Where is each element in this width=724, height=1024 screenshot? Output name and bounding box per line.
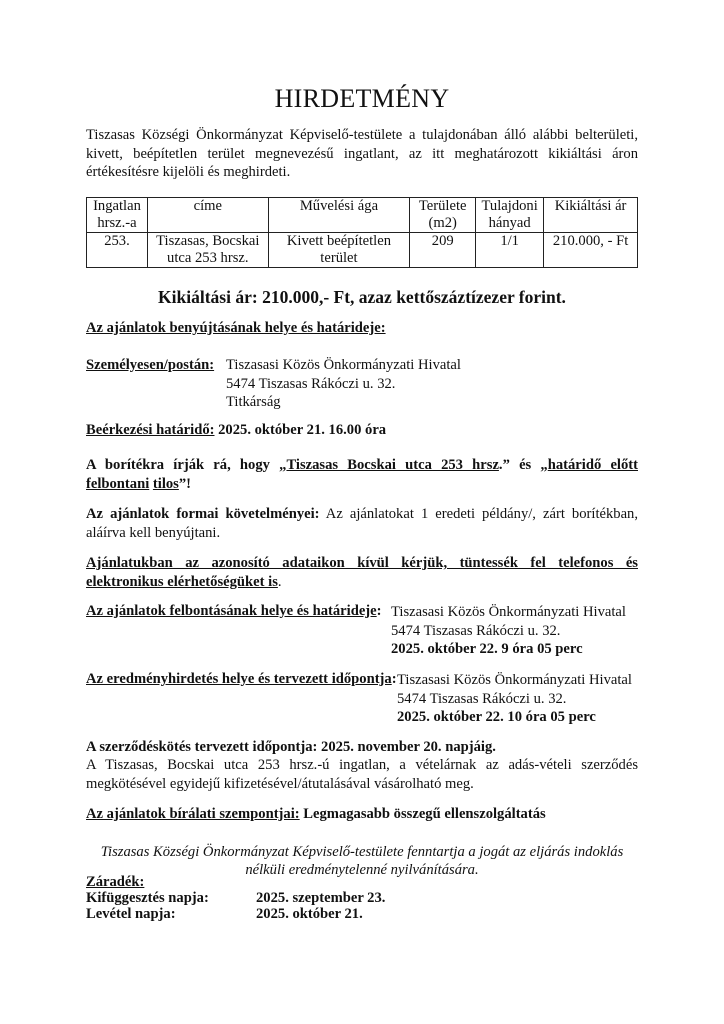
submission-label: Személyesen/postán: <box>86 357 215 373</box>
results-colon: : <box>391 671 397 687</box>
cell-cultivation: Kivett beépítetlen terület <box>268 233 410 268</box>
envelope-suffix: ”! <box>178 476 192 492</box>
contact-note <box>86 554 638 592</box>
address-line: Tiszasasi Közös Önkormányzati Hivatal <box>226 357 461 373</box>
address-line: 5474 Tiszasas Rákóczi u. 32. <box>397 690 567 707</box>
results-datetime: 2025. október 22. 10 óra 05 perc <box>397 709 596 725</box>
submission-heading: Az ajánlatok benyújtásának helye és határideje: <box>86 320 386 336</box>
address-line: 5474 Tiszasas Rákóczi u. 32. <box>391 622 561 639</box>
envelope-prefix: A borítékra írják rá, hogy „ <box>86 457 287 473</box>
cell-area: 209 <box>410 233 476 268</box>
contact-note-end: . <box>277 574 282 590</box>
intro-paragraph: Tiszasas Községi Önkormányzat Képviselő-testülete a tulajdonában álló alábbi belterületi, kivett, beépítetlen terület megnevezésű ingatlant, az itt meghatározott kikiáltási áron értékesítésre kijelöli és meghirdeti. <box>86 127 638 180</box>
cell-ownership: 1/1 <box>476 233 544 268</box>
results-label <box>86 671 397 688</box>
opening-colon: : <box>376 603 382 619</box>
opening-details <box>391 603 626 659</box>
header-hrsz: Ingatlan hrsz.-a <box>87 198 148 233</box>
submission-address <box>226 356 461 412</box>
address-line: Tiszasasi Közös Önkormányzati Hivatal <box>391 604 626 620</box>
cell-hrsz: 253. <box>87 233 148 268</box>
results-label-text: Az eredményhirdetés helye és tervezett időpontja <box>86 671 392 687</box>
address-line: Titkárság <box>226 394 281 410</box>
deadline-label: Beérkezési határidő: <box>86 422 215 438</box>
reservation-note: Tiszasas Községi Önkormányzat Képviselő-testülete fenntartja a jogát az eljárás indoklás nélküli eredménytelenné nyilvánítására. <box>100 844 624 878</box>
table-header-row <box>87 198 638 233</box>
contact-note-text: Ajánlatukban az azonosító adataikon kívül kérjük, tüntessék fel telefonos és elektronikus elérhetőségüket is <box>86 555 638 590</box>
envelope-marking-2b: tilos <box>152 476 179 492</box>
clause-heading: Záradék: <box>86 874 145 890</box>
header-cultivation: Művelési ága <box>268 198 410 233</box>
clause-label: Kifüggesztés napja: <box>86 890 209 906</box>
clause-value: 2025. október 21. <box>256 906 363 922</box>
formal-text: Az ajánlatokat 1 eredeti példány/, zárt borítékban, aláírva kell benyújtani. <box>86 506 638 541</box>
cell-price: 210.000, - Ft <box>544 233 638 268</box>
header-price: Kikiáltási ár <box>544 198 638 233</box>
clause-label: Levétel napja: <box>86 906 176 922</box>
document-title: HIRDETMÉNY <box>274 84 450 113</box>
table-row <box>87 233 638 268</box>
address-line: Tiszasasi Közös Önkormányzati Hivatal <box>397 672 632 688</box>
envelope-instruction <box>86 456 638 494</box>
address-line: 5474 Tiszasas Rákóczi u. 32. <box>226 375 396 392</box>
results-details <box>397 671 632 727</box>
clause-value: 2025. szeptember 23. <box>256 890 386 906</box>
contract-text: A Tiszasas, Bocskai utca 253 hrsz.-ú ingatlan, a vételárnak az adás-vételi szerződés megkötésével egyidejű kifizetésével/átutalásával vásárolható meg. <box>86 757 638 792</box>
criteria-label: Az ajánlatok bírálati szempontjai: <box>86 806 300 822</box>
opening-label-text: Az ajánlatok felbontásának helye és határideje <box>86 603 377 619</box>
header-ownership: Tulajdoni hányad <box>476 198 544 233</box>
envelope-mid: .” és „ <box>498 457 548 473</box>
opening-label <box>86 603 382 620</box>
formal-requirements <box>86 505 638 543</box>
criteria <box>86 806 546 823</box>
header-address: címe <box>147 198 268 233</box>
cell-address: Tiszasas, Bocskai utca 253 hrsz. <box>147 233 268 268</box>
envelope-marking-2a: határidő előtt felbontani <box>86 457 638 492</box>
header-area: Területe (m2) <box>410 198 476 233</box>
deadline <box>86 422 386 439</box>
contract-heading: A szerződéskötés tervezett időpontja: 2025. november 20. napjáig. <box>86 739 496 755</box>
criteria-value: Legmagasabb összegű ellenszolgáltatás <box>299 806 546 822</box>
formal-label: Az ajánlatok formai követelményei: <box>86 506 320 522</box>
opening-datetime: 2025. október 22. 9 óra 05 perc <box>391 641 583 657</box>
deadline-value: 2025. október 21. 16.00 óra <box>214 422 387 438</box>
envelope-marking-1: Tiszasas Bocskai utca 253 hrsz <box>286 457 499 473</box>
property-table <box>86 197 638 268</box>
price-statement: Kikiáltási ár: 210.000,- Ft, azaz kettőszáztízezer forint. <box>158 287 566 307</box>
